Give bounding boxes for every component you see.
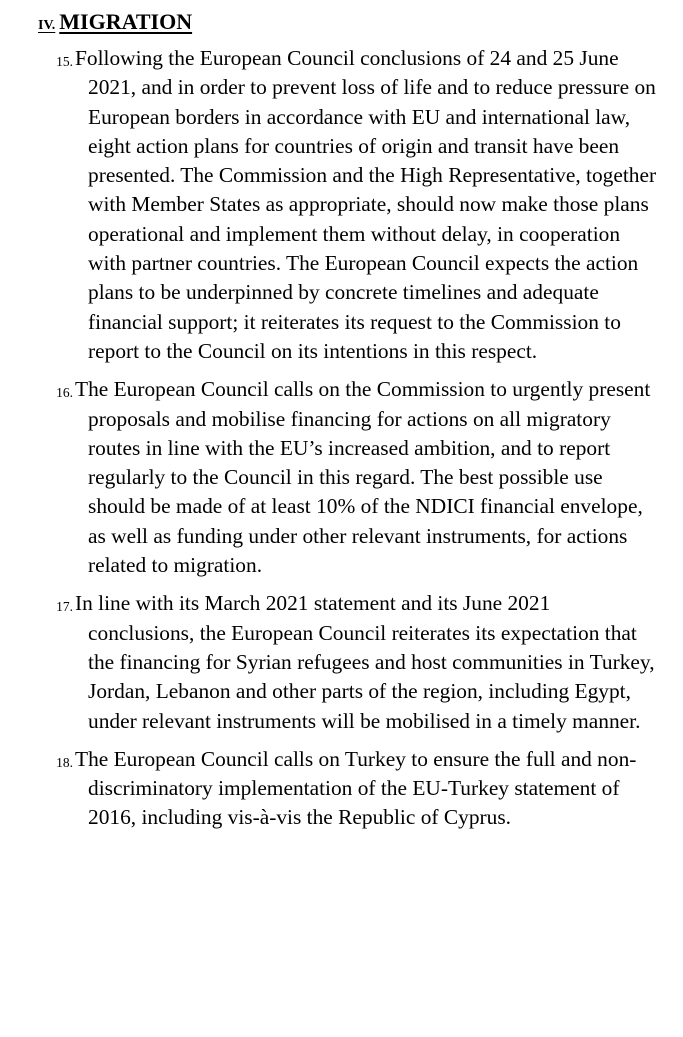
paragraph-18 — [38, 745, 659, 833]
section-number: IV. — [38, 18, 56, 33]
section-heading — [38, 6, 659, 42]
paragraph-number: 15. — [56, 54, 73, 69]
section-title: MIGRATION — [59, 9, 193, 34]
paragraph-17 — [38, 589, 659, 735]
paragraph-text: In line with its March 2021 statement and its June 2021 conclusions, the European Council reiterates its expectation that the financing for Syrian refugees and host communities in Turkey, Jordan, Lebanon and other parts of the region, including Egypt, under relevant instruments will be mobilised in a timely manner. — [75, 591, 655, 733]
paragraph-text: Following the European Council conclusions of 24 and 25 June 2021, and in order to prevent loss of life and to reduce pressure on European borders in accordance with EU and international law, eight action plans for countries of origin and transit have been presented. The Commission and the High Representative, together with Member States as appropriate, should now make those plans operational and implement them without delay, in cooperation with partner countries. The European Council expects the action plans to be underpinned by concrete timelines and adequate financial support; it reiterates its request to the Commission to report to the Council on its intentions in this respect. — [75, 46, 657, 363]
paragraph-text: The European Council calls on Turkey to ensure the full and non-discriminatory implementation of the EU-Turkey statement of 2016, including vis-à-vis the Republic of Cyprus. — [75, 746, 637, 830]
paragraph-number: 17. — [56, 599, 73, 615]
paragraph-16 — [38, 375, 659, 580]
paragraph-number: 18. — [56, 754, 73, 770]
paragraph-text: The European Council calls on the Commission to urgently present proposals and mobilise financing for actions on all migratory routes in line with the EU’s increased ambition, and to report regularly to the Council in this regard. The best possible use should be made of at least 10% of the NDICI financial envelope, as well as funding under other relevant instruments, for actions related to migration. — [75, 377, 651, 578]
paragraph-15 — [38, 44, 659, 366]
paragraph-number: 16. — [56, 385, 73, 401]
